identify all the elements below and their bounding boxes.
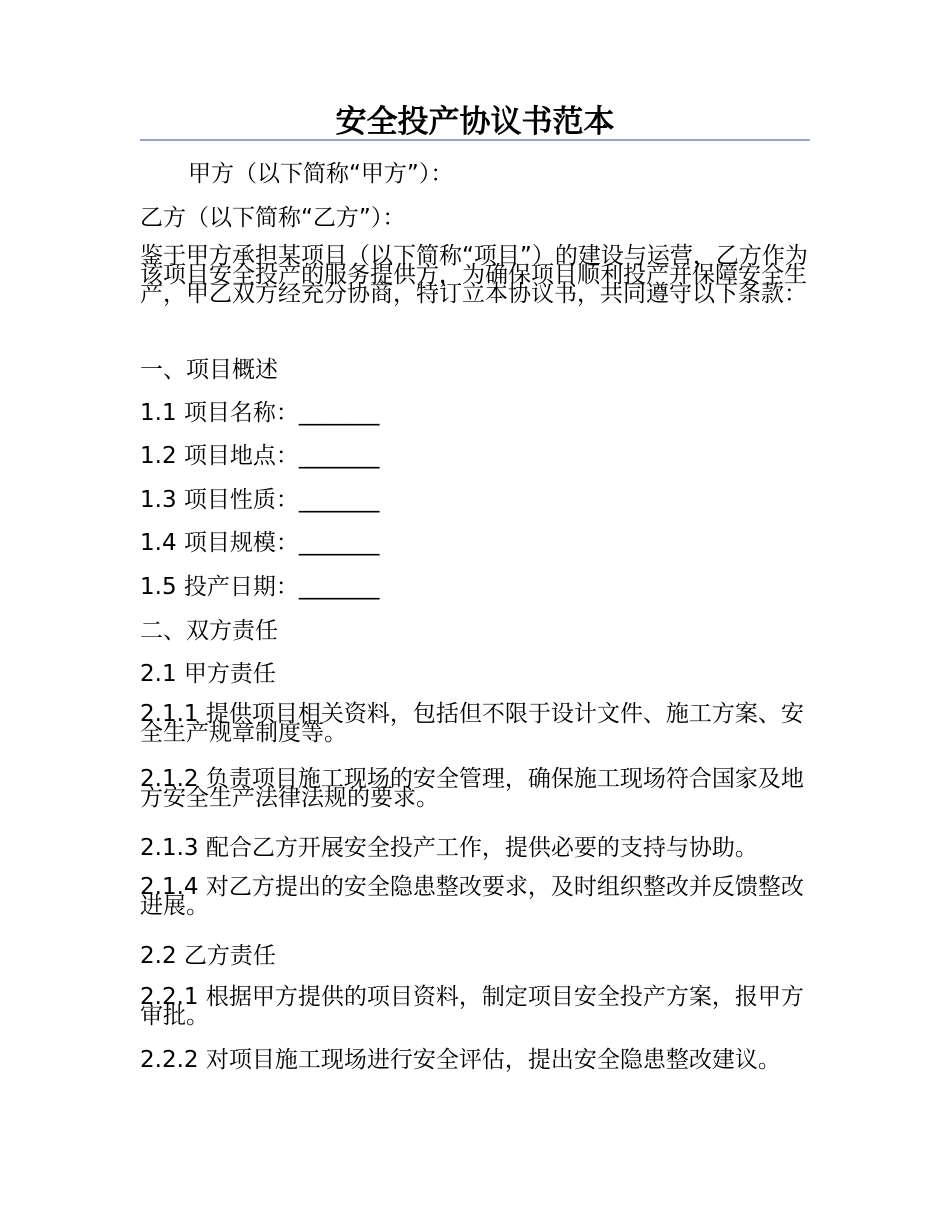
document-title: 安全投产协议书范本: [335, 104, 615, 140]
clause-2-2-1: 2.2.1 根据甲方提供的项目资料，制定项目安全投产方案，报甲方审批。: [140, 984, 804, 1029]
section-1-heading: 一、项目概述: [140, 357, 278, 383]
clause-2-1-1: 2.1.1 提供项目相关资料，包括但不限于设计文件、施工方案、安全生产规章制度等。: [140, 701, 804, 746]
section-2-heading: 二、双方责任: [140, 618, 278, 644]
party-b-line: 乙方（以下简称“乙方”）：: [140, 205, 406, 231]
party-a-line: 甲方（以下简称“甲方”）：: [188, 161, 454, 187]
item-project-name: 1.1 项目名称：_______: [140, 400, 380, 426]
clause-2-2-2: 2.2.2 对项目施工现场进行安全评估，提出安全隐患整改建议。: [140, 1047, 781, 1073]
item-project-nature: 1.3 项目性质：_______: [140, 487, 380, 513]
preamble-paragraph: 鉴于甲方承担某项目（以下简称“项目”）的建设与运营，乙方作为该项目安全投产的服务提供方，为确保项目顺利投产并保障安全生产，甲乙双方经充分协商，特订立本协议书，共同遵守以下条款：: [140, 243, 808, 307]
clause-2-1-3: 2.1.3 配合乙方开展安全投产工作，提供必要的支持与协助。: [140, 835, 758, 861]
item-project-location: 1.2 项目地点：_______: [140, 443, 380, 469]
clause-2-1-2: 2.1.2 负责项目施工现场的安全管理，确保施工现场符合国家及地方安全生产法律法规的要求。: [140, 766, 804, 811]
item-commissioning-date: 1.5 投产日期：_______: [140, 574, 380, 600]
clause-2-1-4: 2.1.4 对乙方提出的安全隐患整改要求，及时组织整改并反馈整改进展。: [140, 874, 804, 919]
party-a-duties-heading: 2.1 甲方责任: [140, 661, 276, 687]
title-underline: [140, 139, 810, 141]
item-project-scale: 1.4 项目规模：_______: [140, 530, 380, 556]
party-b-duties-heading: 2.2 乙方责任: [140, 943, 276, 969]
